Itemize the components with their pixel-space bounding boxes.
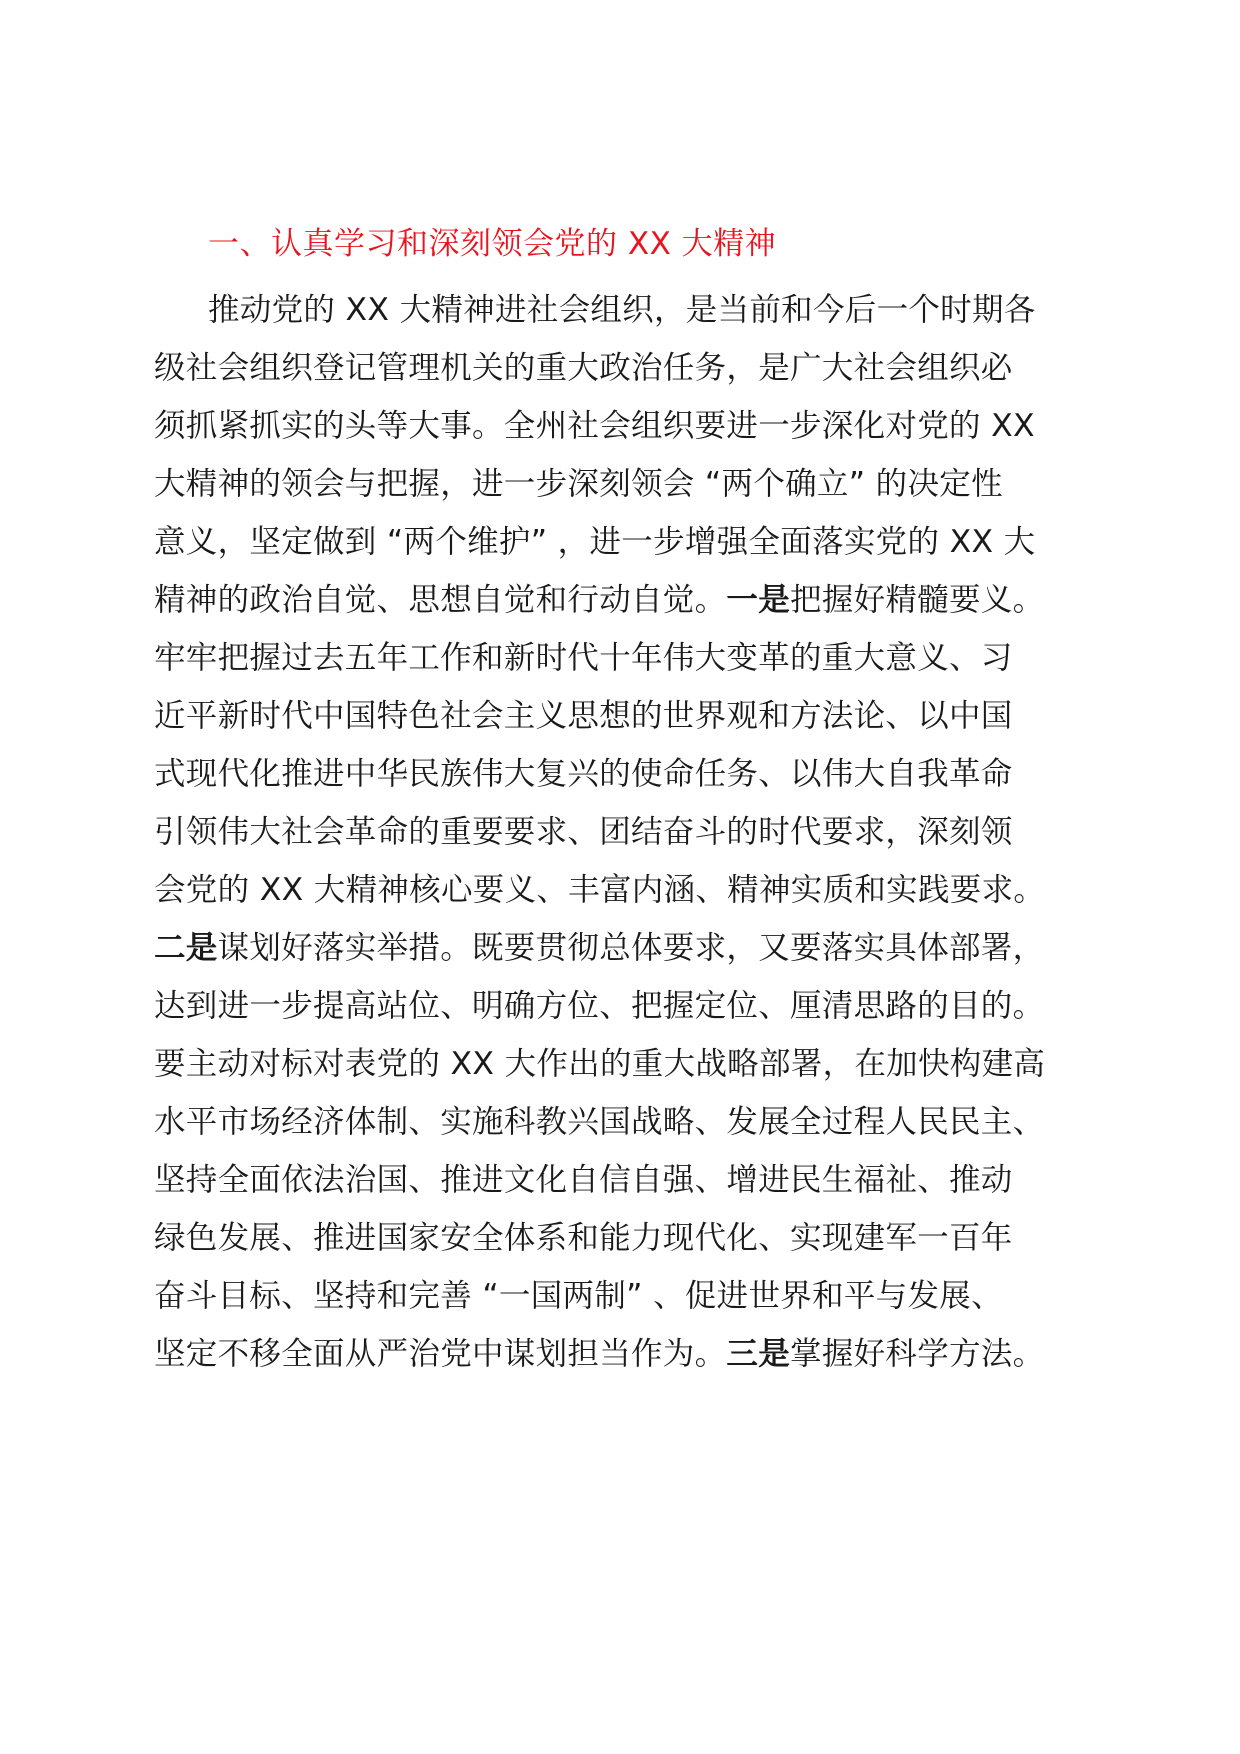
body-text-run: 坚定不移全面从严治党中谋划担当作为。 [154,1336,727,1372]
body-line: 近平新时代中国特色社会主义思想的世界观和方法论、以中国 [154,698,1013,734]
body-line [154,1332,1044,1376]
point-marker-1: 一是 [726,582,791,618]
body-line: 意义，坚定做到 “两个维护” ，进一步增强全面落实党的 XX 大 [154,524,1036,560]
body-line: 坚持全面依法治国、推进文化自信自强、增进民生福祉、推动 [154,1162,1013,1198]
body-text-run: 谋划好落实举措。既要贯彻总体要求，又要落实具体部署， [217,930,1045,966]
body-line: 奋斗目标、坚持和完善 “一国两制” 、促进世界和平与发展、 [154,1278,1003,1314]
point-marker-3: 三是 [726,1336,791,1372]
section-heading: 一、认真学习和深刻领会党的 XX 大精神 [208,226,777,262]
body-line: 水平市场经济体制、实施科教兴国战略、发展全过程人民民主、 [154,1104,1045,1140]
body-text-run: 精神的政治自觉、思想自觉和行动自觉。 [154,582,727,618]
body-line: 推动党的 XX 大精神进社会组织，是当前和今后一个时期各 [208,292,1036,328]
body-line: 引领伟大社会革命的重要要求、团结奋斗的时代要求，深刻领 [154,814,1013,850]
body-line [154,926,1044,970]
body-line: 要主动对标对表党的 XX 大作出的重大战略部署，在加快构建高 [154,1046,1046,1082]
point-marker-2: 二是 [154,930,218,966]
body-line: 大精神的领会与把握，进一步深刻领会 “两个确立” 的决定性 [154,466,1003,502]
body-line: 牢牢把握过去五年工作和新时代十年伟大变革的重大意义、习 [154,640,1013,676]
body-text-run: 掌握好科学方法。 [790,1336,1045,1372]
body-line [154,578,1044,622]
body-text-run: 把握好精髓要义。 [790,582,1045,618]
body-line: 式现代化推进中华民族伟大复兴的使命任务、以伟大自我革命 [154,756,1013,792]
body-line: 会党的 XX 大精神核心要义、丰富内涵、精神实质和实践要求。 [154,872,1046,908]
body-line: 绿色发展、推进国家安全体系和能力现代化、实现建军一百年 [154,1220,1013,1256]
body-line: 达到进一步提高站位、明确方位、把握定位、厘清思路的目的。 [154,988,1045,1024]
body-line: 须抓紧抓实的头等大事。全州社会组织要进一步深化对党的 XX [154,408,1035,444]
body-line: 级社会组织登记管理机关的重大政治任务，是广大社会组织必 [154,350,1013,386]
